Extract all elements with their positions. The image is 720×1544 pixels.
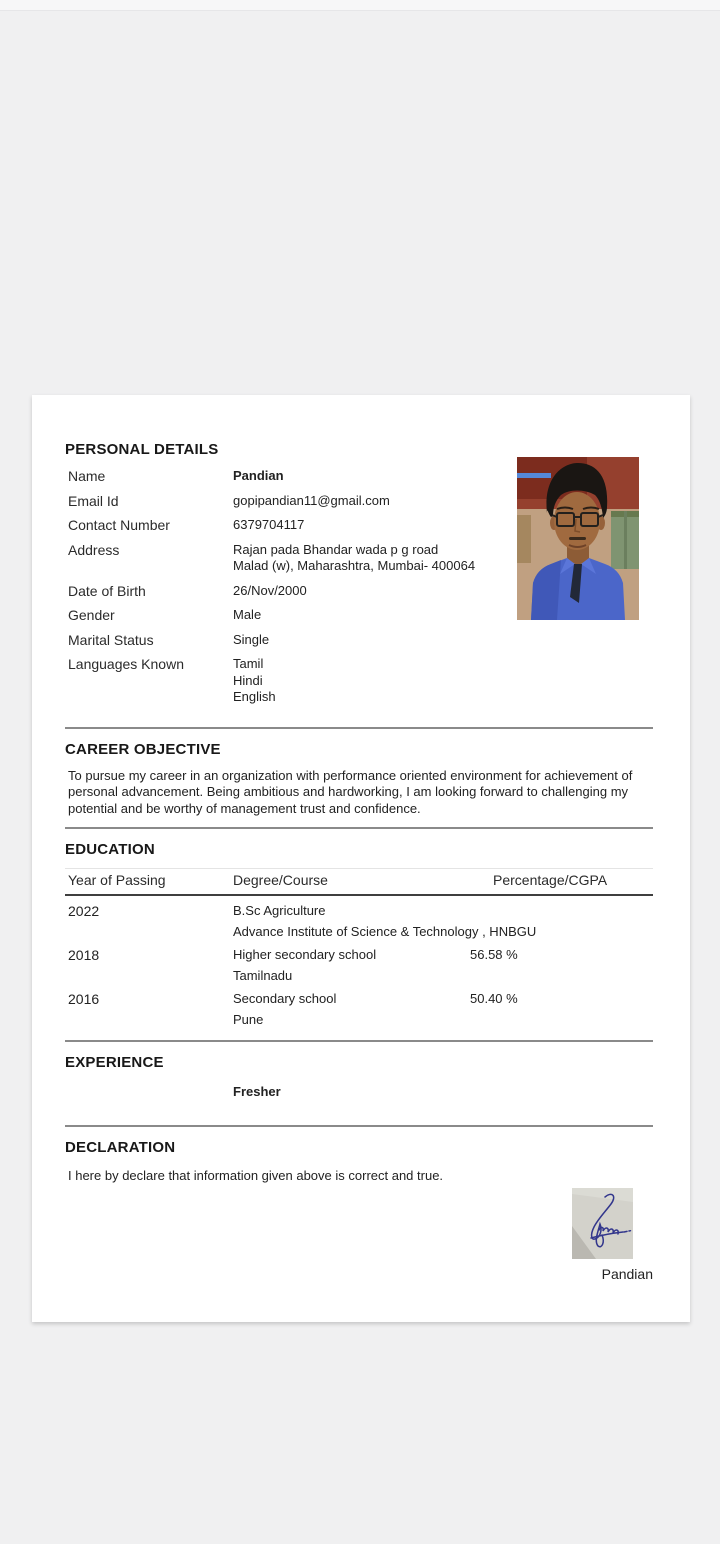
field-label: Email Id	[68, 492, 119, 509]
edu-year: 2016	[68, 991, 100, 1007]
top-app-strip	[0, 0, 720, 11]
field-value	[233, 583, 307, 600]
field-value	[233, 517, 304, 534]
education-title: EDUCATION	[65, 841, 155, 858]
value-line: 6379704117	[233, 517, 305, 532]
personal-row-languages	[68, 656, 653, 706]
education-table-header	[65, 868, 653, 896]
value-line: Tamil	[233, 656, 264, 671]
edu-degree: B.Sc Agriculture	[233, 903, 326, 918]
value-line: Malad (w), Maharashtra, Mumbai- 400064	[233, 558, 476, 573]
resume-document-card	[32, 395, 690, 1322]
education-row	[65, 947, 653, 984]
signature-block	[65, 1188, 653, 1283]
education-row	[65, 991, 653, 1028]
field-label: Name	[68, 468, 106, 484]
field-value	[233, 632, 269, 649]
value-line: 26/Nov/2000	[233, 582, 307, 598]
education-section	[65, 841, 653, 1028]
personal-row-marital	[68, 632, 653, 649]
edu-degree: Higher secondary school	[233, 947, 377, 962]
edu-degree: Secondary school	[233, 991, 337, 1006]
value-line: Rajan pada Bhandar wada p g road	[233, 541, 439, 557]
declaration-title: DECLARATION	[65, 1139, 176, 1156]
experience-section	[65, 1054, 653, 1100]
column-header-year: Year of Passing	[68, 872, 166, 888]
value-line: Pandian	[233, 468, 284, 483]
experience-title: EXPERIENCE	[65, 1054, 164, 1071]
declaration-text: I here by declare that information given above is correct and true.	[68, 1168, 444, 1183]
edu-institution: Advance Institute of Science & Technology , HNBGU	[233, 924, 537, 939]
section-divider	[65, 1125, 653, 1127]
edu-institution: Pune	[233, 1012, 264, 1027]
value-line: Single	[233, 631, 270, 647]
declaration-section	[65, 1139, 653, 1283]
value-line: Hindi	[233, 672, 263, 688]
career-objective-title: CAREER OBJECTIVE	[65, 740, 221, 758]
edu-institution: Tamilnadu	[233, 968, 293, 983]
section-divider	[65, 727, 653, 729]
section-divider	[65, 827, 653, 829]
field-label: Languages Known	[68, 656, 184, 672]
experience-text: Fresher	[233, 1084, 281, 1099]
field-value	[233, 656, 276, 706]
value-line: Male	[233, 607, 262, 622]
field-value	[233, 468, 284, 485]
value-line: gopipandian11@gmail.com	[233, 492, 390, 508]
profile-photo	[517, 457, 639, 620]
edu-year: 2018	[68, 947, 100, 963]
education-table	[65, 868, 653, 1028]
edu-percentage: 50.40 %	[470, 991, 518, 1006]
field-value	[233, 542, 475, 575]
value-line: English	[233, 689, 276, 704]
personal-details-section	[65, 441, 653, 717]
edu-year: 2022	[68, 903, 100, 919]
education-row	[65, 903, 653, 940]
column-header-percentage: Percentage/CGPA	[493, 872, 608, 888]
career-objective-text: To pursue my career in an organization with performance oriented environment for achievement of personal advancement. Being ambitious and hardworking, I am looking forward to challenging my potential and be worthy of management trust and confidence.	[68, 767, 633, 816]
edu-percentage	[470, 903, 653, 919]
field-label: Contact Number	[68, 517, 170, 533]
signature-name: Pandian	[601, 1266, 653, 1282]
field-value	[233, 607, 261, 624]
edu-percentage: 56.58 %	[470, 947, 518, 962]
section-divider	[65, 1040, 653, 1042]
column-header-degree: Degree/Course	[233, 872, 328, 888]
signature-image	[572, 1188, 633, 1259]
career-objective-section	[65, 741, 653, 818]
field-label: Marital Status	[68, 631, 154, 648]
personal-details-title: PERSONAL DETAILS	[65, 441, 219, 458]
field-value	[233, 493, 390, 510]
field-label: Gender	[68, 607, 115, 623]
field-label: Address	[68, 541, 120, 558]
field-label: Date of Birth	[68, 582, 146, 599]
